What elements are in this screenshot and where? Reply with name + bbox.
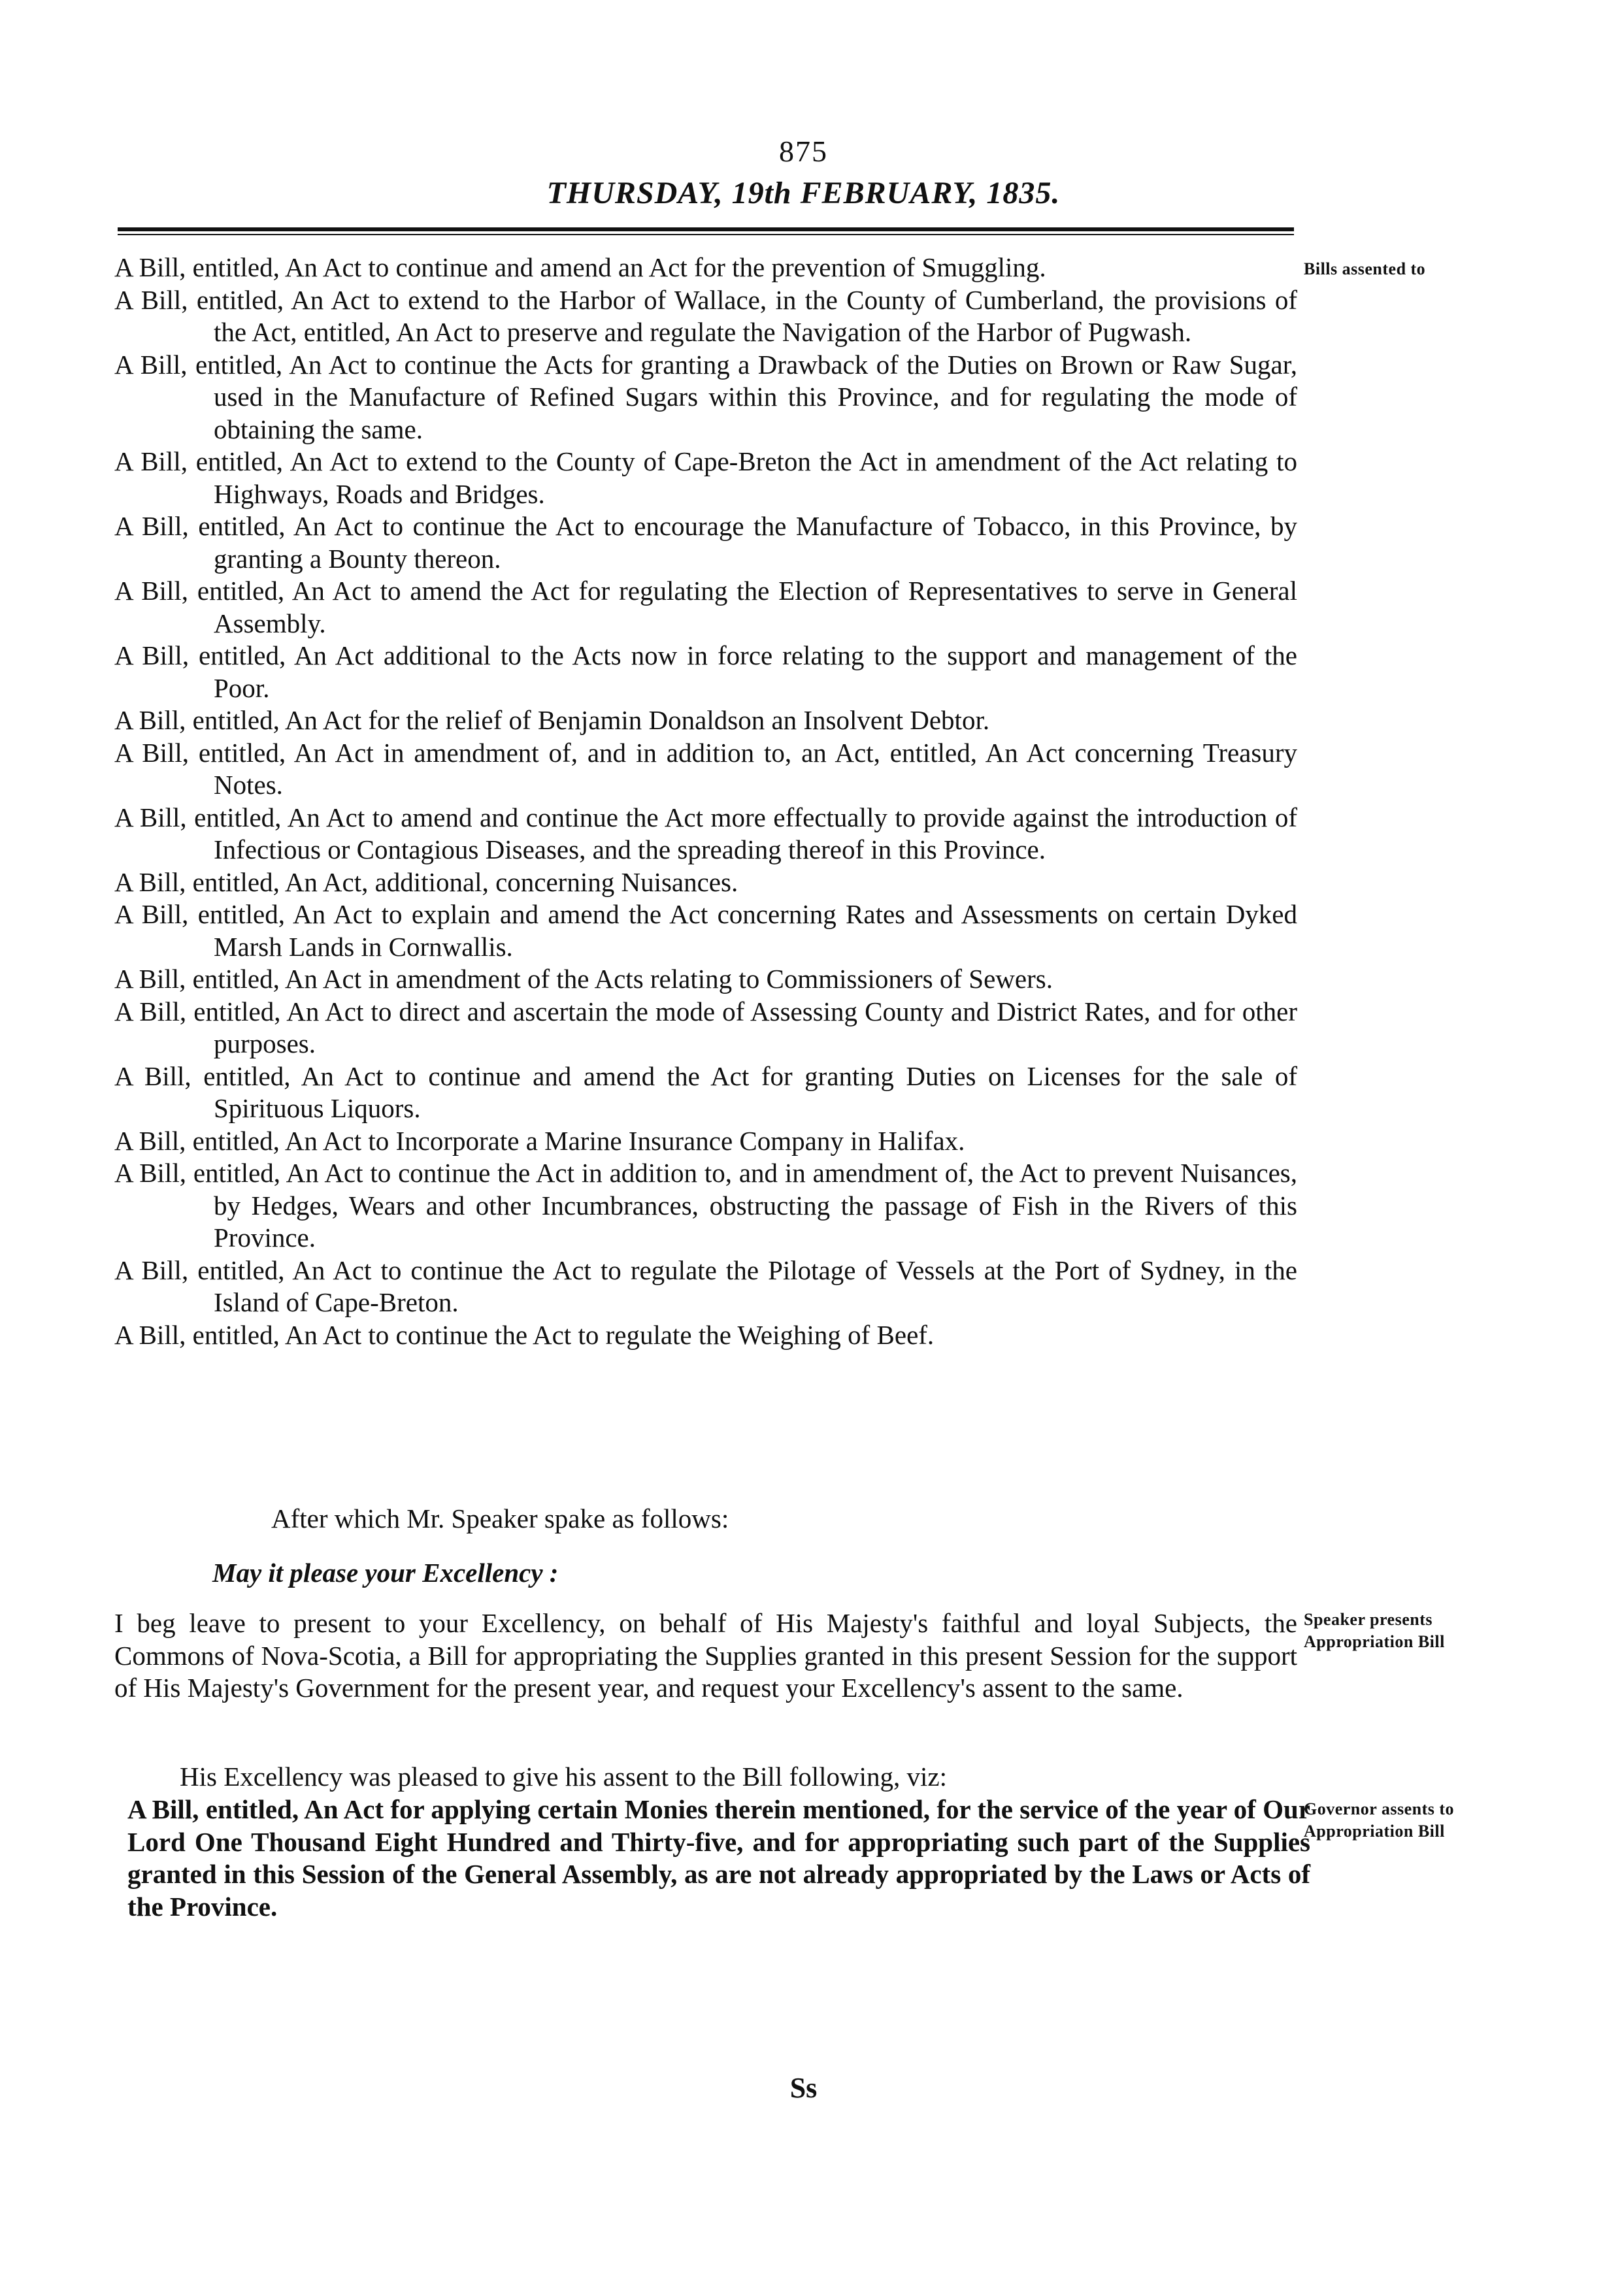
bill-item: A Bill, entitled, An Act additional to the Acts now in force relating to the support and management of the Poor. (114, 640, 1297, 703)
margin-note-governor-assents: Governor assents to Appropriation Bill (1304, 1799, 1455, 1841)
bill-item: A Bill, entitled, An Act to continue the Acts for granting a Drawback of the Duties on Brown or Raw Sugar, used in the Manufacture of Refined Sugars within this Province, and for regulating the mode of obtaining the same. (114, 349, 1297, 444)
bill-item: A Bill, entitled, An Act to continue the Act to regulate the Pilotage of Vessels at the Port of Sydney, in the Island of Cape-Breton. (114, 1255, 1297, 1317)
bill-item: A Bill, entitled, An Act to extend to the Harbor of Wallace, in the County of Cumberland, the provisions of the Act, entitled, An Act to preserve and regulate the Navigation of the Harbor of Pugwash. (114, 284, 1297, 347)
assent-statement: His Excellency was pleased to give his assent to the Bill following, viz: (180, 1762, 947, 1792)
bill-item: A Bill, entitled, An Act to explain and amend the Act concerning Rates and Assessments on certain Dyked Marsh Lands in Cornwallis. (114, 899, 1297, 962)
margin-note-bills-assented: Bills assented to (1304, 259, 1426, 278)
bill-item: A Bill, entitled, An Act to extend to the County of Cape-Breton the Act in amendment of the Act relating to Highways, Roads and Bridges. (114, 446, 1297, 509)
page-number: 875 (779, 135, 828, 168)
appropriation-bill: A Bill, entitled, An Act for applying certain Monies therein mentioned, for the service of the year of Our Lord One Thousand Eight Hundred and Thirty-five, and for appropriating such part of the Supplies granted in this Session of the General Assembly, as are not already appropriated by the Laws or Acts of the Province. (127, 1794, 1310, 1922)
bill-item: A Bill, entitled, An Act to Incorporate a Marine Insurance Company in Halifax. (114, 1125, 965, 1156)
bill-item: A Bill, entitled, An Act to amend and continue the Act more effectually to provide against the introduction of Infectious or Contagious Diseases, and the spreading thereof in this Province. (114, 802, 1297, 864)
bill-item: A Bill, entitled, An Act to continue the Act in addition to, and in amendment of, the Act to prevent Nuisances, by Hedges, Wears and other Incumbrances, obstructing the passage of Fish in the Rivers of this Province. (114, 1158, 1297, 1253)
bill-item: A Bill, entitled, An Act in amendment of the Acts relating to Commissioners of Sewers. (114, 964, 1053, 994)
heading-rule (118, 227, 1294, 235)
speaker-speech: I beg leave to present to your Excellency, on behalf of His Majesty's faithful and loyal Subjects, the Commons of Nova-Scotia, a Bill for appropriating the Supplies granted in this present Session for the support of His Majesty's Government for the present year, and request your Excellency's assent to the same. (114, 1608, 1297, 1703)
margin-note-speaker-presents: Speaker presents Appropriation Bill (1304, 1610, 1445, 1651)
bill-list (114, 252, 1297, 1351)
bill-item: A Bill, entitled, An Act in amendment of, and in addition to, an Act, entitled, An Act concerning Treasury Notes. (114, 737, 1297, 800)
bill-item: A Bill, entitled, An Act to amend the Act for regulating the Election of Representatives to serve in General Assembly. (114, 576, 1297, 638)
speaker-intro: After which Mr. Speaker spake as follows: (271, 1503, 729, 1533)
bill-item: A Bill, entitled, An Act to continue the Act to regulate the Weighing of Beef. (114, 1319, 935, 1350)
signature-mark: Ss (789, 2072, 818, 2104)
salutation: May it please your Excellency : (212, 1558, 559, 1588)
bill-item: A Bill, entitled, An Act for the relief of Benjamin Donaldson an Insolvent Debtor. (114, 705, 990, 735)
bill-item: A Bill, entitled, An Act to continue and amend an Act for the prevention of Smuggling. (114, 252, 1046, 282)
bill-item: A Bill, entitled, An Act to continue the Act to encourage the Manufacture of Tobacco, in this Province, by granting a Bounty thereon. (114, 511, 1297, 574)
bill-item: A Bill, entitled, An Act, additional, concerning Nuisances. (114, 866, 738, 897)
date-heading: THURSDAY, 19th FEBRUARY, 1835. (546, 176, 1061, 210)
bill-item: A Bill, entitled, An Act to continue and amend the Act for granting Duties on Licenses for the sale of Spirituous Liquors. (114, 1060, 1297, 1123)
bill-item: A Bill, entitled, An Act to direct and ascertain the mode of Assessing County and District Rates, and for other purposes. (114, 996, 1297, 1058)
